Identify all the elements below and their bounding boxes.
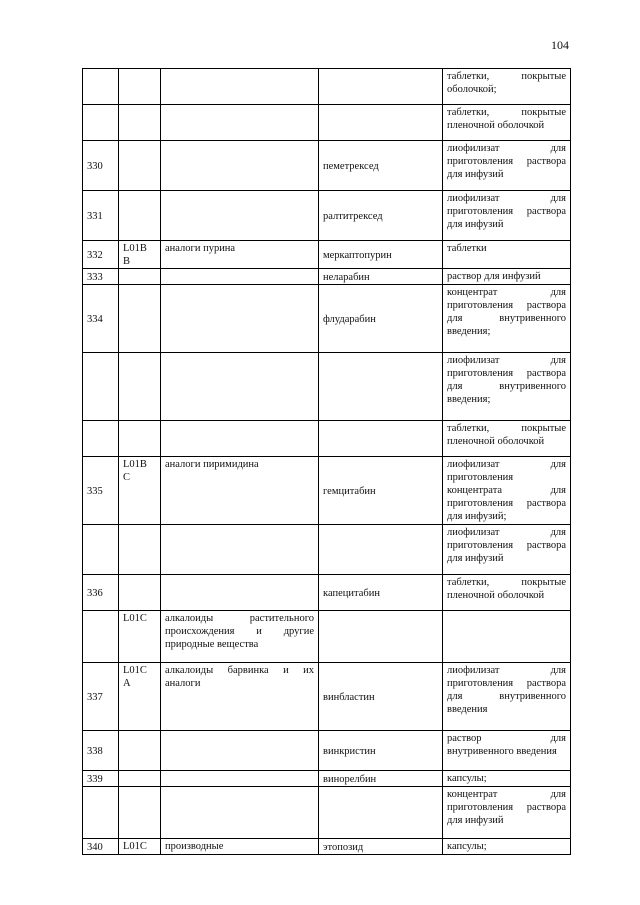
drug-name-cell [319,575,443,611]
group-name-cell [161,69,319,105]
table-row [83,241,571,269]
row-number-cell-text: 332 [87,249,103,261]
row-number-cell-text: 333 [87,271,103,283]
atc-code-cell [119,525,161,575]
dosage-form-cell-text: таблетки, покрытые пленочной оболочкой [447,107,566,131]
dosage-form-cell [443,611,571,663]
atc-code-cell-text: L01C [123,841,147,852]
atc-code-cell [119,457,161,525]
dosage-form-cell-text: таблетки [447,243,487,254]
row-number-cell-text: 338 [87,745,103,757]
atc-code-cell [119,285,161,353]
row-number-cell-text: 339 [87,773,103,785]
row-number-cell [83,69,119,105]
atc-code-cell [119,141,161,191]
table-row [83,663,571,731]
dosage-form-cell [443,191,571,241]
group-name-cell [161,787,319,839]
row-number-cell-text: 330 [87,160,103,172]
drug-name-cell [319,241,443,269]
table-row [83,839,571,855]
atc-code-cell [119,839,161,855]
group-name-cell [161,241,319,269]
group-name-cell [161,731,319,771]
dosage-form-cell [443,69,571,105]
drug-name-cell-text: этопозид [323,841,364,853]
group-name-cell [161,269,319,285]
dosage-form-cell [443,141,571,191]
row-number-cell [83,421,119,457]
dosage-form-cell [443,525,571,575]
drug-name-cell [319,69,443,105]
atc-code-cell-text: L01C [123,613,147,624]
dosage-form-cell-text: лиофилизат для приготовления раствора для инфузий [447,527,566,564]
drug-name-cell [319,839,443,855]
row-number-cell [83,285,119,353]
drug-name-cell [319,353,443,421]
atc-code-cell-text: L01C A [123,665,147,689]
atc-code-cell [119,787,161,839]
drug-name-cell-text: меркаптопурин [323,249,392,261]
dosage-form-cell [443,285,571,353]
group-name-cell [161,141,319,191]
dosage-form-cell-text: лиофилизат для приготовления раствора для внутривенного введения; [447,355,566,405]
drug-name-cell [319,787,443,839]
atc-code-cell [119,105,161,141]
row-number-cell-text: 340 [87,841,103,853]
atc-code-cell [119,663,161,731]
dosage-form-cell-text: лиофилизат для приготовления раствора для инфузий [447,143,566,180]
dosage-form-cell-text: лиофилизат для приготовления концентрата для приготовления раствора для инфузий; [447,459,566,522]
row-number-cell [83,141,119,191]
table-row [83,353,571,421]
drug-name-cell [319,663,443,731]
drug-name-cell [319,525,443,575]
row-number-cell-text: 336 [87,587,103,599]
drug-name-cell [319,269,443,285]
group-name-cell-text: производные [165,841,224,852]
drug-name-cell-text: капецитабин [323,587,380,599]
atc-code-cell [119,771,161,787]
group-name-cell [161,575,319,611]
row-number-cell [83,839,119,855]
drug-name-cell [319,191,443,241]
group-name-cell-text: аналоги пурина [165,243,236,254]
dosage-form-cell [443,663,571,731]
table-row [83,771,571,787]
row-number-cell [83,611,119,663]
dosage-form-cell-text: лиофилизат для приготовления раствора для внутривенного введения [447,665,566,715]
drug-name-cell [319,457,443,525]
atc-code-cell [119,575,161,611]
drug-name-cell [319,285,443,353]
table-row [83,787,571,839]
atc-code-cell [119,69,161,105]
medicines-table [82,68,571,855]
group-name-cell [161,663,319,731]
drug-name-cell [319,421,443,457]
drug-name-cell-text: гемцитабин [323,485,376,497]
atc-code-cell [119,421,161,457]
dosage-form-cell [443,731,571,771]
group-name-cell [161,839,319,855]
group-name-cell-text: алкалоиды растительного происхождения и другие природные вещества [165,613,314,650]
row-number-cell [83,575,119,611]
dosage-form-cell [443,353,571,421]
dosage-form-cell-text: раствор для внутривенного введения [447,733,566,757]
dosage-form-cell-text: таблетки, покрытые оболочкой; [447,71,566,95]
page-number: 104 [551,38,569,52]
atc-code-cell [119,241,161,269]
dosage-form-cell-text: концентрат для приготовления раствора для внутривенного введения; [447,287,566,337]
dosage-form-cell-text: капсулы; [447,841,487,852]
row-number-cell [83,731,119,771]
group-name-cell-text: алкалоиды барвинка и их аналоги [165,665,314,689]
drug-name-cell-text: ралтитрексед [323,210,383,222]
atc-code-cell [119,353,161,421]
row-number-cell [83,105,119,141]
row-number-cell [83,191,119,241]
row-number-cell [83,525,119,575]
row-number-cell [83,241,119,269]
table-row [83,575,571,611]
row-number-cell [83,353,119,421]
group-name-cell [161,611,319,663]
dosage-form-cell [443,575,571,611]
dosage-form-cell [443,105,571,141]
row-number-cell [83,787,119,839]
dosage-form-cell [443,787,571,839]
dosage-form-cell [443,771,571,787]
group-name-cell [161,353,319,421]
drug-name-cell [319,611,443,663]
drug-name-cell-text: винбластин [323,691,375,703]
drug-name-cell [319,771,443,787]
row-number-cell [83,771,119,787]
atc-code-cell [119,731,161,771]
table-row [83,141,571,191]
table-row [83,269,571,285]
group-name-cell [161,191,319,241]
row-number-cell [83,663,119,731]
drug-name-cell-text: флударабин [323,313,376,325]
group-name-cell [161,285,319,353]
atc-code-cell-text: L01B C [123,459,147,483]
atc-code-cell-text: L01B B [123,243,147,267]
group-name-cell [161,525,319,575]
atc-code-cell [119,611,161,663]
table-row [83,191,571,241]
table-row [83,285,571,353]
drug-name-cell [319,731,443,771]
dosage-form-cell [443,241,571,269]
row-number-cell [83,457,119,525]
row-number-cell-text: 334 [87,313,103,325]
row-number-cell [83,269,119,285]
dosage-form-cell [443,421,571,457]
row-number-cell-text: 337 [87,691,103,703]
table-row [83,105,571,141]
dosage-form-cell-text: капсулы; [447,773,487,784]
dosage-form-cell-text: лиофилизат для приготовления раствора для инфузий [447,193,566,230]
drug-name-cell-text: винкристин [323,745,376,757]
table-row [83,457,571,525]
drug-name-cell-text: неларабин [323,271,370,283]
drug-name-cell [319,105,443,141]
group-name-cell-text: аналоги пиримидина [165,459,259,470]
atc-code-cell [119,191,161,241]
drug-name-cell [319,141,443,191]
row-number-cell-text: 331 [87,210,103,222]
table-row [83,611,571,663]
dosage-form-cell-text: таблетки, покрытые пленочной оболочкой [447,423,566,447]
table-row [83,731,571,771]
drug-name-cell-text: винорелбин [323,773,377,785]
group-name-cell [161,421,319,457]
dosage-form-cell [443,839,571,855]
dosage-form-cell-text: концентрат для приготовления раствора для инфузий [447,789,566,826]
table-row [83,525,571,575]
group-name-cell [161,771,319,787]
table-row [83,421,571,457]
row-number-cell-text: 335 [87,485,103,497]
table-row [83,69,571,105]
dosage-form-cell-text: таблетки, покрытые пленочной оболочкой [447,577,566,601]
dosage-form-cell-text: раствор для инфузий [447,271,541,282]
dosage-form-cell [443,269,571,285]
dosage-form-cell [443,457,571,525]
atc-code-cell [119,269,161,285]
group-name-cell [161,105,319,141]
drug-name-cell-text: пеметрексед [323,160,379,172]
group-name-cell [161,457,319,525]
